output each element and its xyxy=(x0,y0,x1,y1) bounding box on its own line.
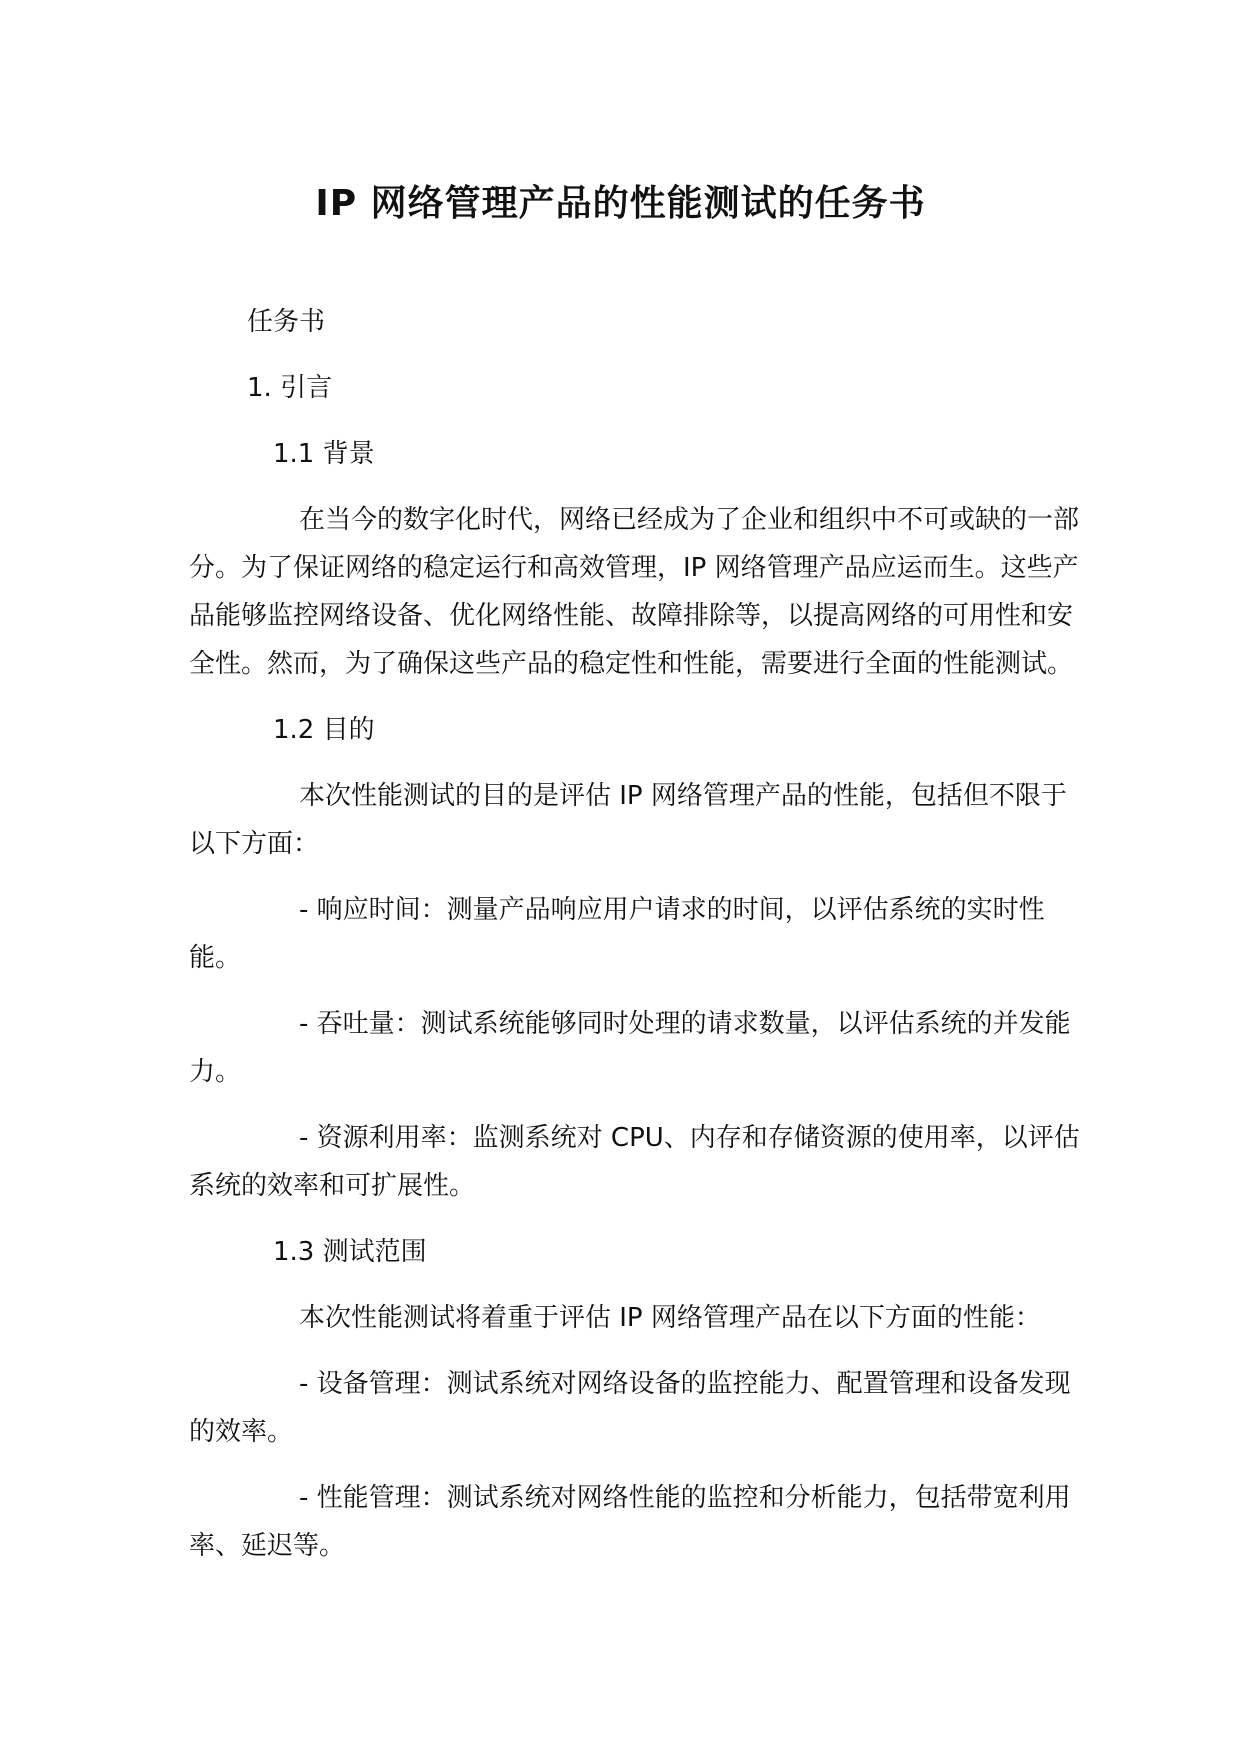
list-item-throughput: - 吞吐量：测试系统能够同时处理的请求数量，以评估系统的并发能力。 xyxy=(189,1009,1071,1087)
list-item-response-time: - 响应时间：测量产品响应用户请求的时间，以评估系统的实时性能。 xyxy=(189,895,1045,973)
document-label: 任务书 xyxy=(247,307,326,337)
subsection-heading-background: 1.1 背景 xyxy=(273,439,375,469)
paragraph-background: 在当今的数字化时代，网络已经成为了企业和组织中不可或缺的一部分。为了保证网络的稳定运行和高效管理，IP 网络管理产品应运而生。这些产品能够监控网络设备、优化网络性能、故障排除等，以提高网络的可用性和安全性。然而，为了确保这些产品的稳定性和性能，需要进行全面的性能测试。 xyxy=(189,505,1080,679)
subsection-heading-purpose: 1.2 目的 xyxy=(273,715,375,745)
list-item-resource-utilization: - 资源利用率：监测系统对 CPU、内存和存储资源的使用率，以评估系统的效率和可扩展性。 xyxy=(189,1123,1080,1201)
paragraph-scope: 本次性能测试将着重于评估 IP 网络管理产品在以下方面的性能： xyxy=(299,1303,1041,1333)
paragraph-purpose: 本次性能测试的目的是评估 IP 网络管理产品的性能，包括但不限于以下方面： xyxy=(189,781,1067,859)
subsection-heading-scope: 1.3 测试范围 xyxy=(273,1237,427,1267)
list-item-device-management: - 设备管理：测试系统对网络设备的监控能力、配置管理和设备发现的效率。 xyxy=(189,1369,1071,1447)
section-heading-intro: 1. 引言 xyxy=(247,373,333,403)
document-body xyxy=(189,298,1089,1588)
list-item-performance-management: - 性能管理：测试系统对网络性能的监控和分析能力，包括带宽利用率、延迟等。 xyxy=(189,1483,1071,1561)
document-title: IP 网络管理产品的性能测试的任务书 xyxy=(315,183,926,224)
